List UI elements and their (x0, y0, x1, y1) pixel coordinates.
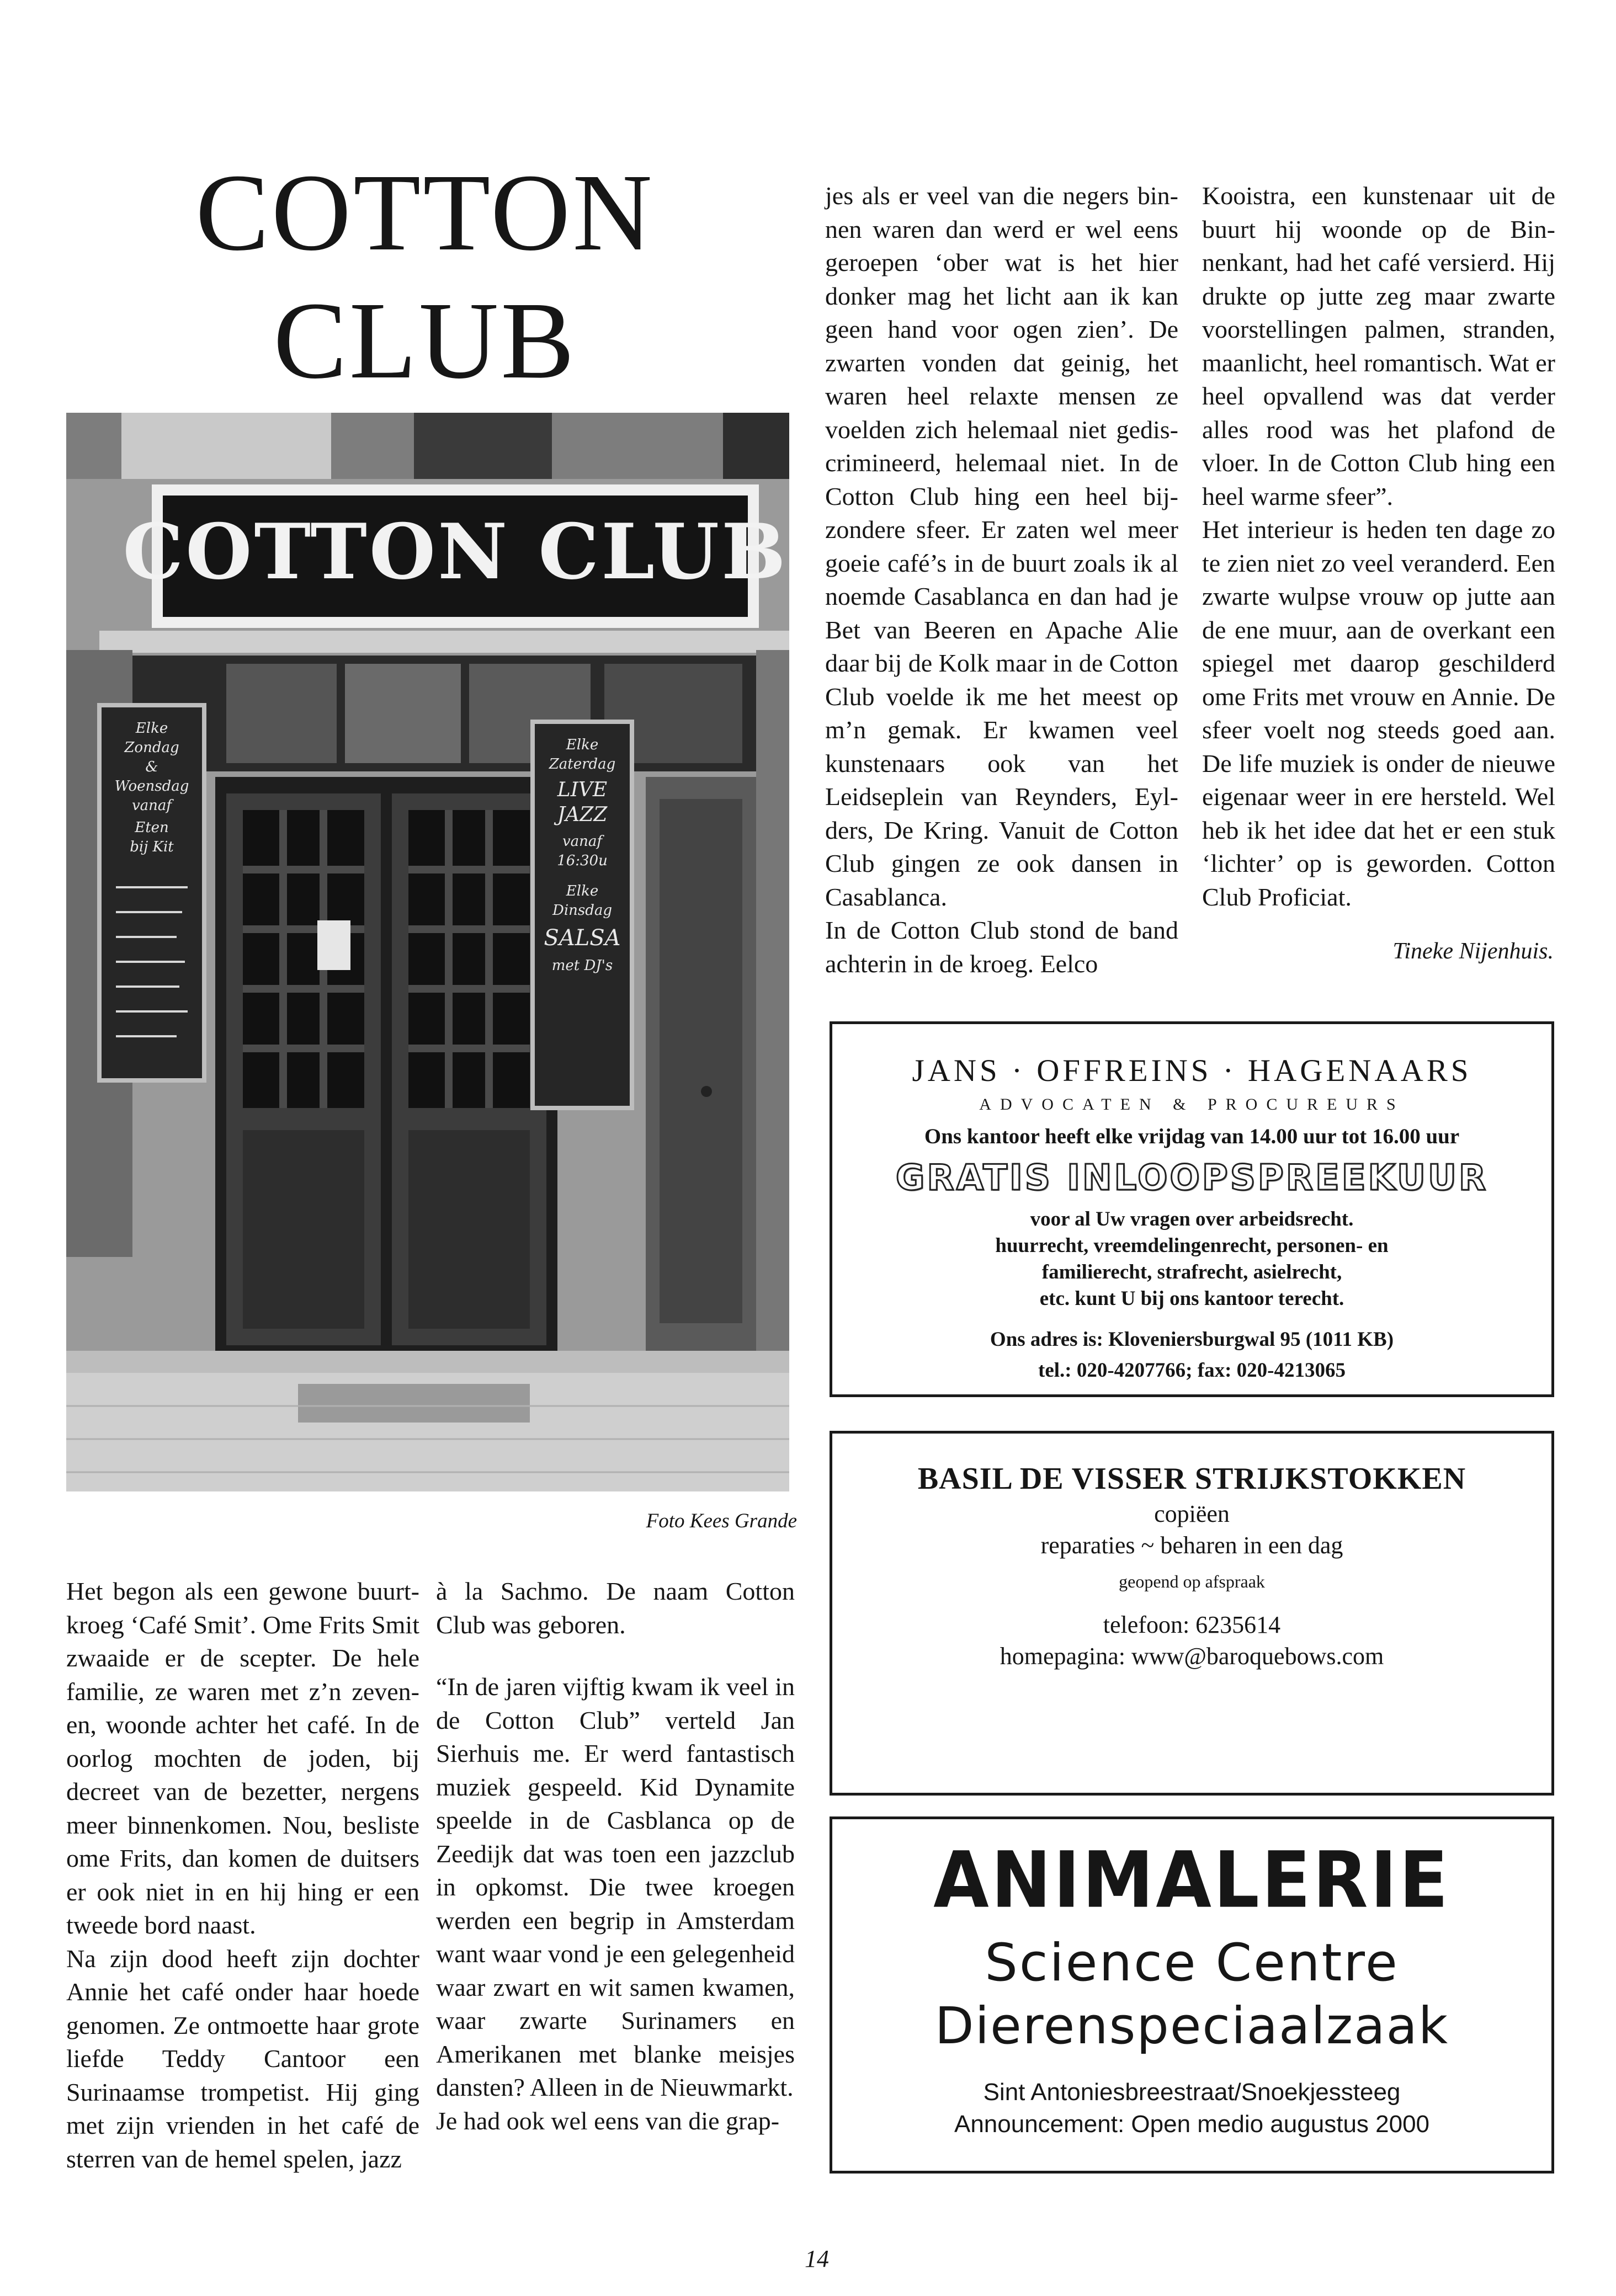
article-author: Tineke Nijenhuis. (1392, 939, 1554, 964)
law-firm-contact (832, 1324, 1551, 1386)
article-column-2 (436, 1575, 795, 2138)
paragraph: Het interieur is heden ten dage zo te zien niet zo veel veranderd. Een zwarte wulpse vrouw op jutte aan de ene muur, aan de overkant een spiegel met daarop geschilderd ome Frits met vrouw en Annie. De sfeer voelt nog steeds goed aan. De life muziek is onder de nieuwe eigenaar weer in ere hersteld. Wel heb ik het idee dat het er een stuk ‘lichter’ op is geworden. Cotton Club Proficiat. (1202, 515, 1555, 911)
board-right-line-7: Elke (566, 883, 599, 899)
board-right-line-1: Elke (566, 737, 599, 753)
board-left-line-7: bij Kit (130, 839, 174, 855)
bows-opening: geopend op afspraak (1119, 1571, 1265, 1591)
law-firm-name: JANS · OFFREINS · HAGENAARS (912, 1053, 1472, 1088)
law-firm-subtitle: ADVOCATEN & PROCUREURS (979, 1095, 1405, 1114)
animalerie-street: Sint Antoniesbreestraat/Snoekjessteeg (983, 2079, 1401, 2106)
article-column-4 (1202, 179, 1555, 914)
board-right-line-10: met DJ's (551, 957, 613, 974)
practice-areas (832, 1206, 1551, 1312)
board-right-line-6: 16:30u (557, 853, 608, 869)
board-left-line-3: & (145, 759, 158, 775)
animalerie-advertisement (830, 1816, 1554, 2174)
paragraph: à la Sachmo. De naam Cotton Club was geboren. (436, 1577, 795, 1639)
law-firm-phone: tel.: 020-4207766; fax: 020-4213065 (1038, 1359, 1346, 1382)
board-left-line-2: Zondag (124, 739, 179, 756)
practice-area-line: etc. kunt U bij ons kantoor terecht. (1039, 1287, 1344, 1310)
animalerie-logo: ANIMALERIE (933, 1834, 1450, 1926)
title-line-1: COTTON CLUB (195, 152, 655, 402)
lawyers-advertisement (830, 1021, 1554, 1397)
board-left-line-4: Woensdag (114, 778, 189, 795)
bows-phone: telefoon: 6235614 (1103, 1611, 1281, 1638)
animalerie-line-2: Dierenspeciaalzaak (934, 1996, 1449, 2055)
animalerie-location (832, 2076, 1551, 2140)
animalerie-announcement: Announcement: Open medio augustus 2000 (954, 2111, 1430, 2138)
practice-area-line: familierecht, strafrecht, asielrecht, (1041, 1261, 1342, 1283)
board-right-line-4: JAZZ (557, 803, 608, 826)
office-hours: Ons kantoor heeft elke vrijdag van 14.00 uur tot 16.00 uur (924, 1125, 1460, 1148)
animalerie-line-1: Science Centre (985, 1933, 1399, 1993)
bows-advertisement (830, 1431, 1554, 1796)
board-right-line-8: Dinsdag (552, 902, 613, 919)
photo-sign-text: COTTON CLUB (123, 507, 788, 596)
bows-homepage: homepagina: www@baroquebows.com (1000, 1643, 1384, 1670)
bows-title: BASIL DE VISSER STRIJKSTOKKEN (917, 1462, 1466, 1496)
paragraph: In de Cotton Club stond de band achterin in de kroeg. Eelco (825, 916, 1178, 978)
board-right-line-5: vanaf (562, 833, 603, 850)
board-left-line-5: vanaf (131, 797, 172, 814)
paragraph: Het begon als een gewone buurtkroeg ‘Café Smit’. Ome Frits Smit zwaaide er de scepter. De hele familie, ze waren met z’n zevenen, woonde achter het café. In de oorlog mochten de joden, bij decreet van de bezetter, nergens meer binnenkomen. Nou, besliste ome Frits, dan komen de duitsers er ook niet in en hij hing er een tweede bord naast. (66, 1577, 419, 1939)
paragraph: Je had ook wel eens van die grap- (436, 2106, 780, 2135)
page-number: 14 (805, 2245, 829, 2272)
board-right-line-3: LIVE (557, 779, 608, 801)
board-right-line-2: Zaterdag (549, 756, 616, 773)
article-column-1 (66, 1575, 419, 2176)
board-left-line-6: Eten (135, 819, 169, 836)
paragraph: jes als er veel van die negers binnen waren dan werd er wel eens geroepen ‘ober wat is het hier donker mag het licht aan ik kan geen hand voor ogen zien’. De zwarten vonden dat geinig, het waren heel relaxte mensen ze voelden zich helemaal niet gediscrimineerd, helemaal niet. In de Cotton Club hing een heel bijzondere sfeer. Er zaten wel meer goeie café’s in de buurt zoals ik al noemde Casablanca en dan had je Bet van Beeren en Apache Alie daar bij de Kolk maar in de Cotton Club voelde ik me het meest op m’n gemak. Er kwamen veel kunstenaars ook van het Leidseplein van Reynders, Eylders, De Kring. Vanuit de Cotton Club gingen ze ook dansen in Casablanca. (825, 182, 1179, 911)
photo-credit: Foto Kees Grande (646, 1510, 797, 1532)
bows-repairs: reparaties ~ beharen in een dag (1040, 1532, 1343, 1559)
paragraph: Na zijn dood heeft zijn dochter Annie het café onder haar hoede genomen. Ze ontmoette haar grote liefde Teddy Cantoor een Surinaamse trompetist. Hij ging met zijn vrienden in het café de sterren van de hemel spelen, jazz (66, 1944, 419, 2173)
law-firm-address: Ons adres is: Kloveniersburgwal 95 (1011 KB) (990, 1328, 1394, 1351)
practice-area-line: huurrecht, vreemdelingenrecht, personen- en (995, 1234, 1389, 1257)
free-consultation-banner: GRATIS INLOOPSPREEKUUR (895, 1158, 1489, 1198)
board-right-line-9: SALSA (544, 925, 621, 951)
storefront-photo (66, 413, 789, 1491)
paragraph: “In de jaren vijftig kwam ik veel in de Cotton Club” verteld Jan Sierhuis me. Er werd fantastisch muziek gespeeld. Kid Dynamite speelde in de Casblanca op de Zeedijk dat was toen een jazzclub in opkomst. Die twee kroegen werden een begrip in Amsterdam want waar vond je een gelegenheid waar zwart en wit samen kwamen, waar zwarte Surinamers en Amerikanen met blanke meisjes dansten? Alleen in de Nieuwmarkt. (436, 1672, 795, 2101)
bows-copies: copiëen (1154, 1500, 1230, 1527)
board-left-line-1: Elke (135, 720, 168, 737)
article-column-3 (825, 179, 1178, 981)
paragraph: Kooistra, een kunstenaar uit de buurt hij woonde op de Binnenkant, had het café versierd. Hij drukte op jutte zeg maar zwarte voorstellingen palmen, stranden, maanlicht, heel romantisch. Wat er heel opvallend was dat verder alles rood was het plafond de vloer. In de Cotton Club hing een heel warme sfeer”. (1202, 182, 1555, 510)
practice-area-line: voor al Uw vragen over arbeidsrecht. (1030, 1208, 1354, 1230)
